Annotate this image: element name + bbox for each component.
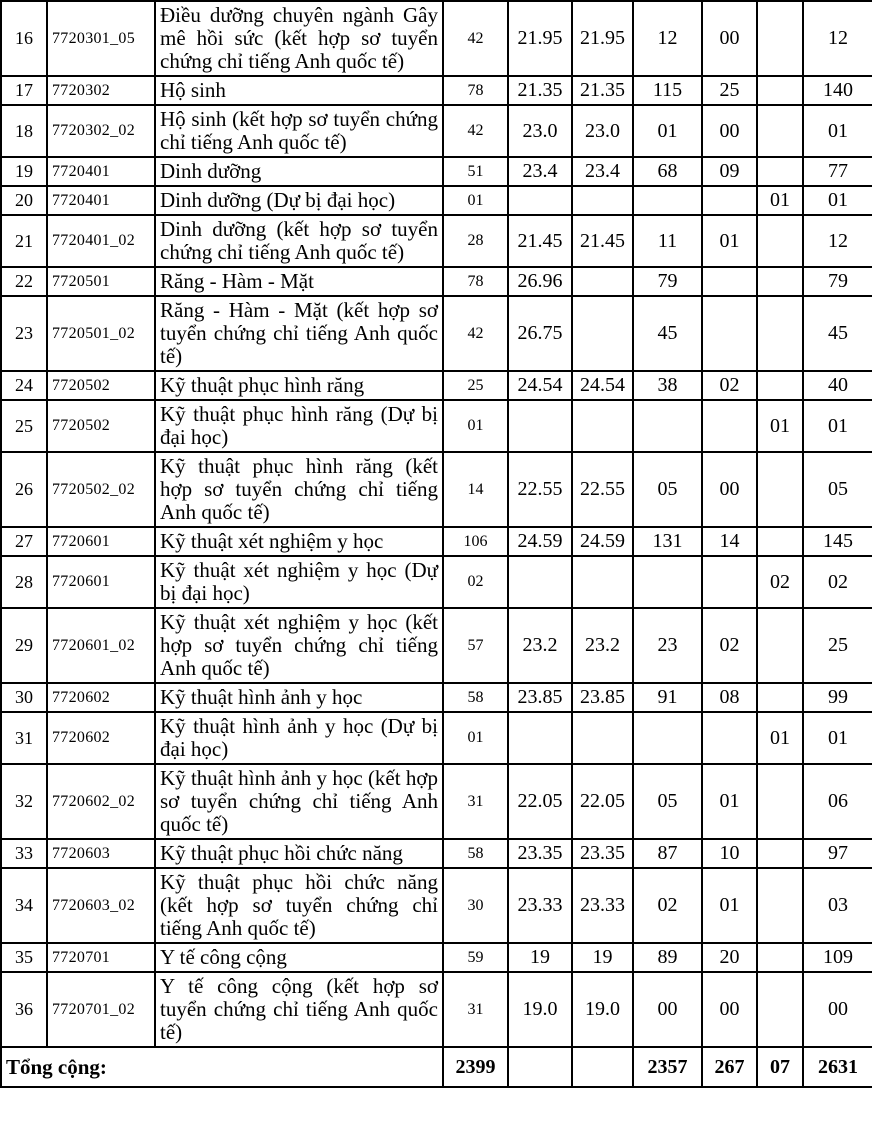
value-cell-6: 23.4	[572, 157, 633, 186]
table-row	[1, 157, 872, 186]
value-cell-10: 01	[803, 712, 872, 764]
value-cell-8: 02	[702, 371, 757, 400]
value-cell-4: 59	[443, 943, 508, 972]
value-cell-9	[757, 215, 803, 267]
table-row	[1, 608, 872, 683]
table-row	[1, 76, 872, 105]
value-cell-5: 22.05	[508, 764, 572, 839]
value-cell-6: 19.0	[572, 972, 633, 1047]
value-cell-8: 20	[702, 943, 757, 972]
value-cell-6: 21.95	[572, 1, 633, 76]
major-name-cell: Kỹ thuật xét nghiệm y học (Dự bị đại học)	[155, 556, 443, 608]
value-cell-8	[702, 296, 757, 371]
value-cell-6: 23.35	[572, 839, 633, 868]
value-cell-6	[572, 267, 633, 296]
value-cell-9	[757, 868, 803, 943]
table-row	[1, 764, 872, 839]
total-col5	[508, 1047, 572, 1087]
value-cell-4: 01	[443, 400, 508, 452]
major-name-cell: Răng - Hàm - Mặt	[155, 267, 443, 296]
value-cell-10: 00	[803, 972, 872, 1047]
value-cell-6	[572, 712, 633, 764]
value-cell-10: 79	[803, 267, 872, 296]
major-code-cell: 7720603	[47, 839, 155, 868]
table-row	[1, 186, 872, 215]
total-col4: 2399	[443, 1047, 508, 1087]
value-cell-7: 01	[633, 105, 702, 157]
row-number-cell: 24	[1, 371, 47, 400]
value-cell-5: 23.0	[508, 105, 572, 157]
value-cell-4: 51	[443, 157, 508, 186]
value-cell-4: 25	[443, 371, 508, 400]
value-cell-8	[702, 267, 757, 296]
table-row	[1, 972, 872, 1047]
value-cell-4: 01	[443, 186, 508, 215]
major-code-cell: 7720601	[47, 556, 155, 608]
value-cell-5	[508, 186, 572, 215]
value-cell-4: 28	[443, 215, 508, 267]
table-footer	[1, 1047, 872, 1087]
total-row	[1, 1047, 872, 1087]
major-name-cell: Điều dưỡng chuyên ngành Gây mê hồi sức (kết hợp sơ tuyển chứng chỉ tiếng Anh quốc tế)	[155, 1, 443, 76]
major-code-cell: 7720401_02	[47, 215, 155, 267]
major-name-cell: Kỹ thuật phục hồi chức năng (kết hợp sơ tuyển chứng chỉ tiếng Anh quốc tế)	[155, 868, 443, 943]
row-number-cell: 34	[1, 868, 47, 943]
major-name-cell: Dinh dưỡng (Dự bị đại học)	[155, 186, 443, 215]
major-name-cell: Kỹ thuật phục hồi chức năng	[155, 839, 443, 868]
major-name-cell: Hộ sinh	[155, 76, 443, 105]
major-name-cell: Kỹ thuật xét nghiệm y học (kết hợp sơ tuyển chứng chỉ tiếng Anh quốc tế)	[155, 608, 443, 683]
major-name-cell: Kỹ thuật xét nghiệm y học	[155, 527, 443, 556]
value-cell-10: 01	[803, 400, 872, 452]
table-row	[1, 215, 872, 267]
value-cell-7: 87	[633, 839, 702, 868]
table-row	[1, 527, 872, 556]
value-cell-10: 77	[803, 157, 872, 186]
value-cell-5	[508, 556, 572, 608]
major-code-cell: 7720502	[47, 400, 155, 452]
value-cell-5: 23.4	[508, 157, 572, 186]
value-cell-6: 24.59	[572, 527, 633, 556]
value-cell-6	[572, 400, 633, 452]
row-number-cell: 32	[1, 764, 47, 839]
major-code-cell: 7720501_02	[47, 296, 155, 371]
value-cell-4: 42	[443, 296, 508, 371]
major-code-cell: 7720401	[47, 186, 155, 215]
value-cell-5: 19.0	[508, 972, 572, 1047]
value-cell-7: 68	[633, 157, 702, 186]
value-cell-9: 01	[757, 400, 803, 452]
value-cell-8: 08	[702, 683, 757, 712]
major-code-cell: 7720302_02	[47, 105, 155, 157]
value-cell-9	[757, 371, 803, 400]
value-cell-4: 31	[443, 972, 508, 1047]
value-cell-7	[633, 712, 702, 764]
value-cell-10: 02	[803, 556, 872, 608]
row-number-cell: 21	[1, 215, 47, 267]
major-code-cell: 7720602_02	[47, 764, 155, 839]
value-cell-6: 19	[572, 943, 633, 972]
value-cell-4: 02	[443, 556, 508, 608]
value-cell-10: 01	[803, 105, 872, 157]
table-body	[1, 1, 872, 1047]
value-cell-9	[757, 452, 803, 527]
value-cell-8	[702, 556, 757, 608]
row-number-cell: 35	[1, 943, 47, 972]
value-cell-6: 21.35	[572, 76, 633, 105]
table-row	[1, 868, 872, 943]
major-code-cell: 7720502_02	[47, 452, 155, 527]
value-cell-10: 109	[803, 943, 872, 972]
value-cell-5: 26.96	[508, 267, 572, 296]
major-name-cell: Hộ sinh (kết hợp sơ tuyển chứng chỉ tiếng Anh quốc tế)	[155, 105, 443, 157]
value-cell-7	[633, 186, 702, 215]
table-row	[1, 556, 872, 608]
value-cell-5: 23.85	[508, 683, 572, 712]
total-col8: 267	[702, 1047, 757, 1087]
value-cell-9	[757, 527, 803, 556]
value-cell-10: 01	[803, 186, 872, 215]
major-name-cell: Kỹ thuật phục hình răng (kết hợp sơ tuyển chứng chỉ tiếng Anh quốc tế)	[155, 452, 443, 527]
row-number-cell: 17	[1, 76, 47, 105]
row-number-cell: 18	[1, 105, 47, 157]
value-cell-10: 03	[803, 868, 872, 943]
value-cell-8: 14	[702, 527, 757, 556]
table-row	[1, 943, 872, 972]
value-cell-8: 00	[702, 1, 757, 76]
value-cell-10: 12	[803, 1, 872, 76]
value-cell-7: 131	[633, 527, 702, 556]
value-cell-7: 00	[633, 972, 702, 1047]
value-cell-5: 24.59	[508, 527, 572, 556]
major-code-cell: 7720602	[47, 712, 155, 764]
value-cell-7: 45	[633, 296, 702, 371]
table-row	[1, 452, 872, 527]
table-row	[1, 296, 872, 371]
table-row	[1, 1, 872, 76]
major-code-cell: 7720302	[47, 76, 155, 105]
row-number-cell: 20	[1, 186, 47, 215]
value-cell-4: 42	[443, 1, 508, 76]
total-label: Tổng cộng:	[1, 1047, 443, 1087]
value-cell-7: 05	[633, 452, 702, 527]
value-cell-4: 78	[443, 76, 508, 105]
major-code-cell: 7720603_02	[47, 868, 155, 943]
table-row	[1, 683, 872, 712]
major-code-cell: 7720401	[47, 157, 155, 186]
total-col9: 07	[757, 1047, 803, 1087]
value-cell-8: 00	[702, 452, 757, 527]
value-cell-6: 23.33	[572, 868, 633, 943]
major-name-cell: Kỹ thuật hình ảnh y học (Dự bị đại học)	[155, 712, 443, 764]
value-cell-7: 05	[633, 764, 702, 839]
value-cell-7: 23	[633, 608, 702, 683]
value-cell-8: 02	[702, 608, 757, 683]
major-code-cell: 7720502	[47, 371, 155, 400]
row-number-cell: 33	[1, 839, 47, 868]
value-cell-6: 22.55	[572, 452, 633, 527]
value-cell-8: 01	[702, 764, 757, 839]
major-code-cell: 7720601_02	[47, 608, 155, 683]
value-cell-9: 01	[757, 186, 803, 215]
value-cell-4: 31	[443, 764, 508, 839]
major-code-cell: 7720501	[47, 267, 155, 296]
table-row	[1, 839, 872, 868]
value-cell-9	[757, 943, 803, 972]
value-cell-5: 23.33	[508, 868, 572, 943]
row-number-cell: 31	[1, 712, 47, 764]
value-cell-7: 79	[633, 267, 702, 296]
value-cell-9: 02	[757, 556, 803, 608]
value-cell-10: 99	[803, 683, 872, 712]
value-cell-8: 01	[702, 868, 757, 943]
major-name-cell: Dinh dưỡng	[155, 157, 443, 186]
major-name-cell: Dinh dưỡng (kết hợp sơ tuyển chứng chỉ tiếng Anh quốc tế)	[155, 215, 443, 267]
row-number-cell: 36	[1, 972, 47, 1047]
value-cell-6	[572, 186, 633, 215]
value-cell-10: 05	[803, 452, 872, 527]
row-number-cell: 29	[1, 608, 47, 683]
table-row	[1, 712, 872, 764]
value-cell-5: 21.35	[508, 76, 572, 105]
value-cell-9	[757, 267, 803, 296]
value-cell-8: 09	[702, 157, 757, 186]
value-cell-9	[757, 1, 803, 76]
value-cell-7: 89	[633, 943, 702, 972]
value-cell-9	[757, 764, 803, 839]
value-cell-9	[757, 839, 803, 868]
value-cell-6: 21.45	[572, 215, 633, 267]
value-cell-10: 25	[803, 608, 872, 683]
value-cell-4: 30	[443, 868, 508, 943]
value-cell-6	[572, 556, 633, 608]
value-cell-8	[702, 186, 757, 215]
value-cell-8: 01	[702, 215, 757, 267]
major-code-cell: 7720701	[47, 943, 155, 972]
major-name-cell: Kỹ thuật phục hình răng	[155, 371, 443, 400]
row-number-cell: 16	[1, 1, 47, 76]
major-name-cell: Răng - Hàm - Mặt (kết hợp sơ tuyển chứng chỉ tiếng Anh quốc tế)	[155, 296, 443, 371]
value-cell-4: 42	[443, 105, 508, 157]
major-name-cell: Y tế công cộng	[155, 943, 443, 972]
value-cell-7: 91	[633, 683, 702, 712]
value-cell-8	[702, 400, 757, 452]
value-cell-7: 02	[633, 868, 702, 943]
value-cell-4: 57	[443, 608, 508, 683]
value-cell-5: 21.95	[508, 1, 572, 76]
value-cell-6: 23.0	[572, 105, 633, 157]
value-cell-5: 23.2	[508, 608, 572, 683]
value-cell-9	[757, 608, 803, 683]
value-cell-5: 23.35	[508, 839, 572, 868]
value-cell-7: 11	[633, 215, 702, 267]
row-number-cell: 26	[1, 452, 47, 527]
value-cell-8: 10	[702, 839, 757, 868]
row-number-cell: 25	[1, 400, 47, 452]
value-cell-10: 140	[803, 76, 872, 105]
value-cell-4: 78	[443, 267, 508, 296]
value-cell-8: 00	[702, 105, 757, 157]
row-number-cell: 19	[1, 157, 47, 186]
value-cell-8: 25	[702, 76, 757, 105]
value-cell-10: 45	[803, 296, 872, 371]
value-cell-6: 23.85	[572, 683, 633, 712]
value-cell-7: 12	[633, 1, 702, 76]
row-number-cell: 28	[1, 556, 47, 608]
value-cell-6: 24.54	[572, 371, 633, 400]
major-name-cell: Kỹ thuật phục hình răng (Dự bị đại học)	[155, 400, 443, 452]
row-number-cell: 27	[1, 527, 47, 556]
value-cell-5	[508, 400, 572, 452]
table-row	[1, 371, 872, 400]
value-cell-4: 01	[443, 712, 508, 764]
value-cell-9	[757, 683, 803, 712]
value-cell-10: 12	[803, 215, 872, 267]
row-number-cell: 30	[1, 683, 47, 712]
value-cell-4: 58	[443, 683, 508, 712]
value-cell-10: 145	[803, 527, 872, 556]
major-name-cell: Kỹ thuật hình ảnh y học	[155, 683, 443, 712]
table-row	[1, 267, 872, 296]
value-cell-7: 115	[633, 76, 702, 105]
value-cell-8: 00	[702, 972, 757, 1047]
value-cell-9	[757, 105, 803, 157]
value-cell-5	[508, 712, 572, 764]
major-name-cell: Y tế công cộng (kết hợp sơ tuyển chứng chỉ tiếng Anh quốc tế)	[155, 972, 443, 1047]
value-cell-9	[757, 76, 803, 105]
total-col6	[572, 1047, 633, 1087]
table-row	[1, 400, 872, 452]
value-cell-9	[757, 157, 803, 186]
major-code-cell: 7720602	[47, 683, 155, 712]
major-code-cell: 7720301_05	[47, 1, 155, 76]
value-cell-7	[633, 400, 702, 452]
value-cell-10: 40	[803, 371, 872, 400]
value-cell-6: 22.05	[572, 764, 633, 839]
value-cell-9	[757, 972, 803, 1047]
value-cell-10: 06	[803, 764, 872, 839]
row-number-cell: 23	[1, 296, 47, 371]
major-code-cell: 7720601	[47, 527, 155, 556]
total-col10: 2631	[803, 1047, 872, 1087]
value-cell-7	[633, 556, 702, 608]
total-col7: 2357	[633, 1047, 702, 1087]
value-cell-6: 23.2	[572, 608, 633, 683]
value-cell-4: 14	[443, 452, 508, 527]
row-number-cell: 22	[1, 267, 47, 296]
value-cell-8	[702, 712, 757, 764]
value-cell-5: 19	[508, 943, 572, 972]
value-cell-5: 24.54	[508, 371, 572, 400]
major-name-cell: Kỹ thuật hình ảnh y học (kết hợp sơ tuyển chứng chỉ tiếng Anh quốc tế)	[155, 764, 443, 839]
value-cell-5: 22.55	[508, 452, 572, 527]
value-cell-9	[757, 296, 803, 371]
table-row	[1, 105, 872, 157]
value-cell-10: 97	[803, 839, 872, 868]
value-cell-4: 58	[443, 839, 508, 868]
value-cell-9: 01	[757, 712, 803, 764]
value-cell-7: 38	[633, 371, 702, 400]
value-cell-6	[572, 296, 633, 371]
major-code-cell: 7720701_02	[47, 972, 155, 1047]
value-cell-5: 21.45	[508, 215, 572, 267]
value-cell-5: 26.75	[508, 296, 572, 371]
value-cell-4: 106	[443, 527, 508, 556]
